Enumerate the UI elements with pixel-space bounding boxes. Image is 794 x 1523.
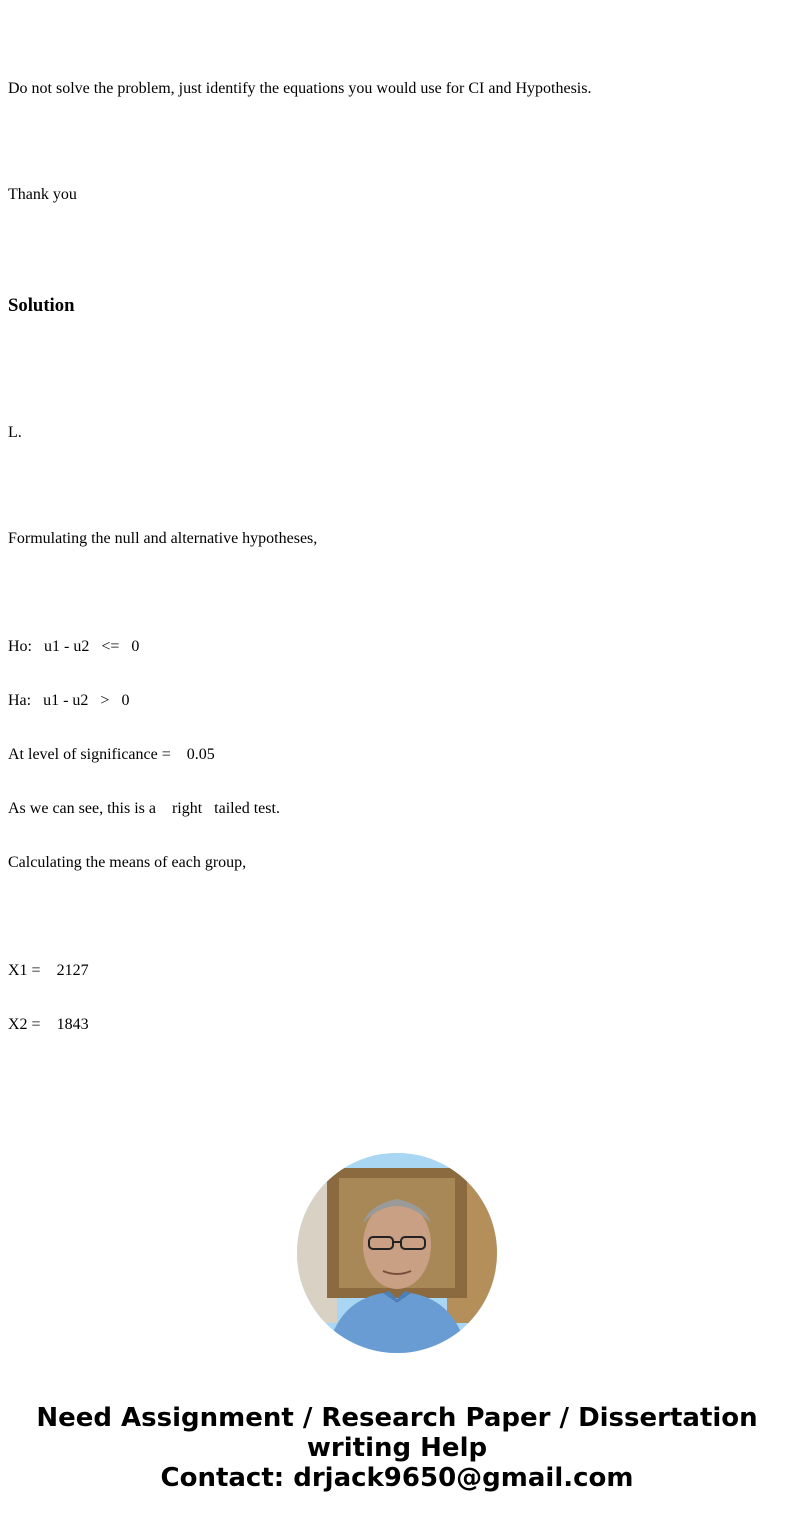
mean-x2: X2 = 1843: [8, 1016, 89, 1033]
thanks-text: Thank you: [8, 186, 77, 203]
mean-x1: X1 = 2127: [8, 962, 89, 979]
part-l-label: L.: [8, 424, 22, 441]
solution-heading: Solution: [8, 295, 75, 316]
promo-banner: [0, 1403, 794, 1493]
tail-type: As we can see, this is a right tailed test.: [8, 800, 280, 817]
tutor-avatar: [297, 1153, 497, 1353]
solution-document: [8, 0, 788, 1122]
instruction-text: Do not solve the problem, just identify the equations you would use for CI and Hypothesis.: [8, 80, 592, 97]
null-hypothesis: Ho: u1 - u2 <= 0: [8, 638, 140, 655]
promo-line-1: Need Assignment / Research Paper / Dissertation: [36, 1403, 758, 1433]
significance-level: At level of significance = 0.05: [8, 746, 215, 763]
alt-hypothesis: Ha: u1 - u2 > 0: [8, 692, 130, 709]
tutor-photo-icon: [297, 1153, 497, 1353]
promo-line-2: writing Help: [306, 1433, 488, 1463]
means-intro: Calculating the means of each group,: [8, 854, 247, 871]
promo-contact-email[interactable]: Contact: drjack9650@gmail.com: [160, 1463, 634, 1493]
hypotheses-intro: Formulating the null and alternative hypotheses,: [8, 530, 318, 547]
